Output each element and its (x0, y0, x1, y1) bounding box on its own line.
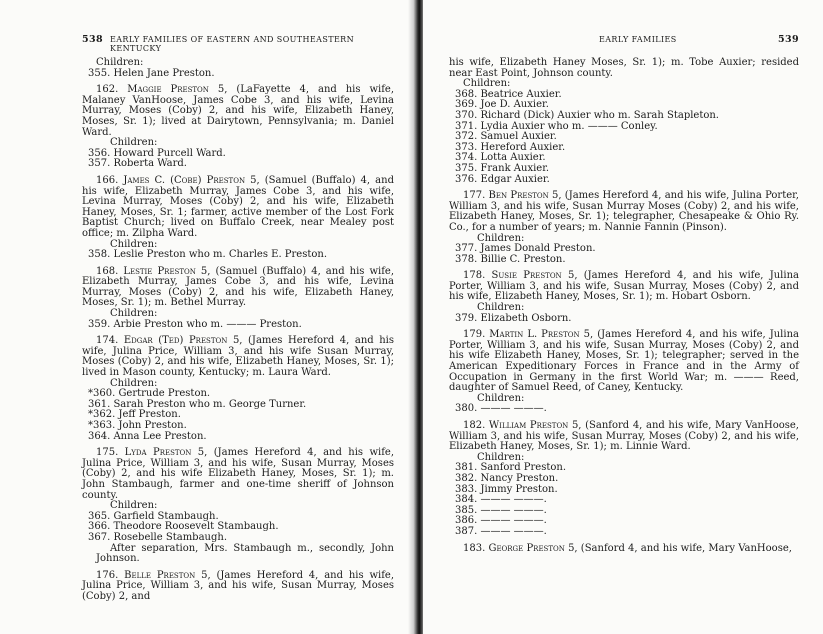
entry-paragraph (449, 544, 799, 555)
entry-paragraph (449, 271, 799, 303)
child-item: 375. Frank Auxier. (455, 162, 550, 174)
child-item: 379. Elizabeth Osborn. (455, 312, 572, 324)
child-item: 359. Arbie Preston who m. ——— Preston. (88, 318, 302, 330)
children-list (449, 404, 799, 415)
child-item: 384. ——— ———. (455, 494, 547, 506)
children-label: Children: (477, 451, 525, 463)
entry-number: 166. (96, 174, 119, 186)
children-label: Children: (110, 308, 158, 320)
child-item: *363. John Preston. (88, 420, 187, 431)
child-item: 371. Lydia Auxier who m. ——— Conley. (455, 120, 658, 132)
continuation-text: his wife, Elizabeth Haney Moses, Sr. 1); m. Tobe Auxier; resided near East Point, Johnson county. (449, 57, 799, 79)
child-item: 367. Rosebelle Stambaugh. (88, 531, 227, 543)
child-item: 383. Jimmy Preston. (455, 483, 558, 495)
children-label: Children: (463, 78, 511, 90)
person-name: Edgar (Ted) Preston (123, 335, 228, 347)
entry-paragraph (82, 336, 394, 378)
entry-text: 5, (James Hereford 4, and his wife, Julina Price, William 3, and his wife Susan Murray, Moses (Coby) 2, and his wife, Elizabeth Haney, Moses, Sr. 1); lived in Mason county, Kentucky; m. Laura Ward. (82, 335, 394, 379)
entry-text: 5, (James Hereford 4, and his wife, Julina Price, William 3, and his wife, Susan Murray, Moses (Coby) 2, and (82, 569, 395, 602)
left-page-number: 538 (82, 34, 104, 45)
child-item: 357. Roberta Ward. (88, 158, 187, 170)
entry-number: 183. (463, 542, 486, 554)
entry-text: 5, (Sanford 4, and his wife, Mary VanHoose, William 3, and his wife, Susan Murray, Moses (Coby) 2, and his wife, Elizabeth Haney, Moses, Sr. 1); m. Linnie Ward. (449, 420, 799, 453)
child-item: 361. Sarah Preston who m. George Turner. (88, 398, 307, 410)
person-name: George Preston (488, 542, 565, 554)
right-running-title: EARLY FAMILIES (599, 35, 677, 44)
child-item: 376. Edgar Auxier. (455, 173, 550, 185)
entry-text: 5, (LaFayette 4, and his wife, Malaney VanHoose, James Cobe 3, and his wife, Levina Murray, Moses (Coby) 2, and his wife, Elizabeth Haney, Moses, Sr. 1); lived at Dairytown, Pennsylvania; m. Daniel Ward. (82, 84, 394, 138)
child-item: 381. Sanford Preston. (455, 462, 566, 474)
child-item: *360. Gertrude Preston. (88, 388, 211, 400)
genealogy-entry (82, 85, 394, 170)
children-label: Children: (477, 302, 525, 314)
children-label: Children: (96, 57, 144, 68)
genealogy-entry (82, 176, 394, 261)
entry-text: 5, (James Hereford 4, and his wife, Julina Porter, William 3, and his wife, Susan Murray, Moses (Coby) 2, and his wife, Elizabeth Haney, Moses, Sr. 1); m. Hobart Osborn. (449, 270, 799, 303)
entry-text: 5, (Sanford 4, and his wife, Mary VanHoose, (564, 542, 792, 554)
entry-paragraph (449, 191, 799, 233)
entry-number: 168. (96, 265, 119, 277)
children-list (449, 314, 799, 325)
child-item: 356. Howard Purcell Ward. (88, 147, 226, 159)
entry-number: 176. (96, 569, 119, 581)
children-label: Children: (477, 392, 525, 404)
child-item: 369. Joe D. Auxier. (455, 99, 549, 111)
child-item: 368. Beatrice Auxier. (455, 88, 562, 100)
children-label: Children: (477, 232, 525, 244)
genealogy-entry (449, 544, 799, 555)
entry-paragraph (449, 421, 799, 453)
child-item: 364. Anna Lee Preston. (88, 430, 207, 442)
right-page (423, 0, 823, 634)
entry-paragraph (82, 176, 394, 240)
children-list (82, 69, 394, 80)
children-list (82, 512, 394, 544)
person-name: Lestie Preston (123, 265, 196, 277)
children-label: Children: (110, 238, 158, 250)
genealogy-entry (82, 571, 394, 603)
entry-text: 5, (Samuel (Buffalo) 4, and his wife, Elizabeth Murray, James Cobe 3, and his wife, Levina Murray, Moses (Coby) 2, and his wife, Elizabeth Haney, Moses, Sr. 1; farmer, active member of the Lost Fork Baptist Church; lived on Buffalo Creek, near Mealey post office; m. Zilpha Ward. (82, 174, 394, 239)
entry-number: 179. (463, 329, 486, 341)
child-item: 372. Samuel Auxier. (455, 131, 557, 143)
entry-paragraph (82, 571, 394, 603)
child-item: 366. Theodore Roosevelt Stambaugh. (88, 521, 279, 533)
entry-text: 5, (James Hereford 4, and his wife, Julina Porter, William 3, and his wife, Susan Murray Moses (Coby) 2, and his wife, Elizabeth Haney, Moses, Sr. 1); telegrapher, Chesapeake & Ohio Ry. Co., for a number of years; m. Nannie Fannin (Pinson). (449, 190, 799, 233)
entry-paragraph (449, 330, 799, 394)
entry-paragraph (82, 448, 394, 501)
person-name: Martin L. Preston (489, 329, 580, 341)
child-item: 373. Hereford Auxier. (455, 141, 566, 153)
children-list (82, 389, 394, 442)
person-name: William Preston (488, 420, 569, 431)
entry-number: 162. (96, 84, 119, 96)
entry-number: 178. (463, 270, 486, 282)
entries (449, 191, 799, 554)
child-item: *362. Jeff Preston. (88, 409, 181, 421)
child-item: 377. James Donald Preston. (455, 243, 596, 255)
child-item: 358. Leslie Preston who m. Charles E. Preston. (88, 249, 328, 261)
genealogy-entry (82, 267, 394, 331)
child-item: 387. ——— ———. (455, 525, 547, 537)
entry-paragraph (82, 267, 394, 309)
child-item: 355. Helen Jane Preston. (88, 67, 215, 79)
entries (82, 85, 394, 602)
entry-number: 175. (96, 447, 119, 459)
genealogy-entry (449, 271, 799, 324)
entry-note: After separation, Mrs. Stambaugh m., secondly, John Johnson. (96, 542, 394, 565)
children-list (449, 90, 799, 185)
children-list (82, 320, 394, 331)
genealogy-entry (449, 421, 799, 538)
child-item: 374. Lotta Auxier. (455, 152, 546, 164)
child-item: 380. ——— ———. (455, 403, 547, 415)
children-label: Children: (110, 377, 158, 389)
children-label: Children: (110, 500, 158, 512)
children-list (82, 149, 394, 170)
children-label: Children: (110, 137, 158, 149)
genealogy-entry (82, 336, 394, 442)
person-name: Belle Preston (124, 569, 196, 581)
person-name: Maggie Preston (127, 84, 209, 96)
right-running-header (449, 34, 799, 48)
person-name: Susie Preston (491, 270, 562, 282)
person-name: James C. (Cobe) Preston (123, 174, 246, 186)
child-item: 386. ——— ———. (455, 515, 547, 527)
person-name: Ben Preston (488, 190, 549, 202)
entry-number: 174. (96, 335, 119, 347)
genealogy-entry (449, 330, 799, 415)
children-list (449, 463, 799, 537)
genealogy-entry (82, 448, 394, 565)
child-item: 382. Nancy Preston. (455, 472, 559, 484)
entry-number: 182. (463, 420, 486, 431)
entry-paragraph (82, 85, 394, 138)
entry-text: 5, (James Hereford 4, and his wife, Julina Porter, William 3, and his wife, Susan Murray, Moses (Coby) 2, and his wife Elizabeth Haney, Moses, Sr. 1); telegrapher; served in the American Expeditionary Forces in France and in the Army of Occupation in Germany in the first World War; m. ——— Reed, daughter of Samuel Reed, of Caney, Kentucky. (449, 329, 799, 394)
genealogy-entry (449, 191, 799, 265)
child-item: 385. ——— ———. (455, 504, 547, 516)
left-running-title: EARLY FAMILIES OF EASTERN AND SOUTHEASTERN KENTUCKY (110, 35, 355, 53)
entry-number: 177. (463, 190, 486, 202)
right-page-number: 539 (777, 34, 799, 45)
child-item: 365. Garfield Stambaugh. (88, 510, 219, 522)
person-name: Lyda Preston (124, 447, 192, 459)
left-running-header (82, 34, 394, 53)
child-item: 378. Billie C. Preston. (455, 253, 566, 265)
child-item: 370. Richard (Dick) Auxier who m. Sarah Stapleton. (455, 109, 719, 121)
entry-text: 5, (James Hereford 4, and his wife, Julina Price, William 3, and his wife, Susan Murray, Moses (Coby) 2, and his wife Elizabeth Haney, Moses, Sr. 1); m. John Stambaugh, farmer and one-time sheriff of Johnson county. (82, 447, 394, 501)
children-list (449, 244, 799, 265)
entry-text: 5, (Samuel (Buffalo) 4, and his wife, Elizabeth Murray, James Cobe 3, and his wife, Levina Murray, Moses (Coby) 2, and his wife, Elizabeth Haney, Moses, Sr. 1); m. Bethel Murray. (82, 265, 394, 309)
children-list (82, 250, 394, 261)
